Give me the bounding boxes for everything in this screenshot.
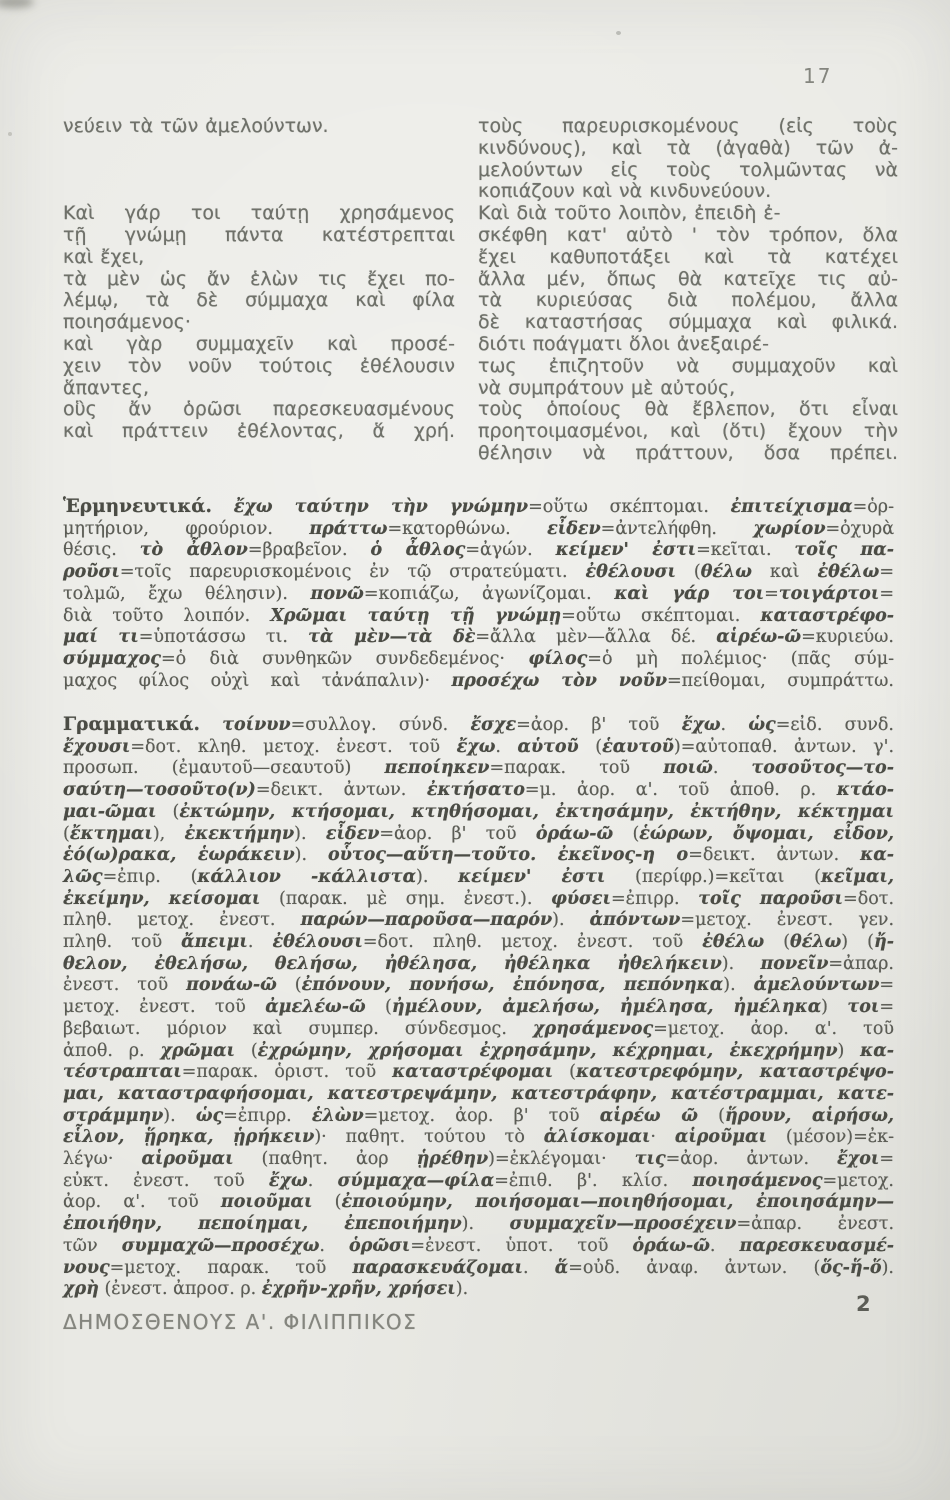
text-line: νὰ συμπράτουν μὲ αὐτούς, [478, 376, 736, 399]
text-line: προητοιμασμένοι, καὶ (ὅτι) ἔχουν τὴν [478, 420, 898, 443]
text-line: πληθ. τοῦ ἄπειμι. ἐθέλουσι=δοτ. πληθ. μετοχ. ἐνεστ. τοῦ ἐθέλω (θέλω) (ἤ- [63, 932, 895, 953]
text-line: κοπιάζουν καὶ νὰ κινδυνεύουν. [478, 180, 772, 203]
text-line: μαί τι=ὑποτάσσω τι. τὰ μὲν—τὰ δὲ=ἄλλα μὲν—ἄλλα δέ. αἱρέω-ῶ=κυριεύω. [63, 627, 894, 648]
text-line: σύμμαχος=ὁ διὰ συνθηκῶν συνδεδεμένος· φίλος=ὁ μὴ πολέμιος· (πᾶς σύμ- [63, 648, 894, 669]
text-line: ἅπαντες, [63, 376, 150, 399]
text-line: οὓς ἄν ὁρῶσι παρεσκευασμένους [63, 398, 455, 421]
text-line: μετοχ. ἐνεστ. τοῦ ἀμελέω-ῶ (ἠμέλουν, ἀμελήσω, ἠμέλησα, ἠμέληκα) τοι= [63, 997, 895, 1018]
text-line: τοὺς ὁποίους θὰ ἔβλεπον, ὅτι εἶναι [478, 398, 898, 421]
text-line: θελον, ἐθελήσω, θελήσω, ἠθέλησα, ἠθέληκα ἠθελήκειν). πονεῖν=ἀπαρ. [63, 953, 894, 974]
text-line: εὐκτ. ἐνεστ. τοῦ ἔχω. σύμμαχα—φίλα=ἐπιθ. β'. κλίσ. ποιησάμενος=μετοχ. [63, 1170, 894, 1191]
section-hermeneutika [63, 496, 894, 692]
text-line [63, 160, 455, 182]
text-line: βεβαιωτ. μόριον καὶ συμπερ. σύνδεσμος. χρησάμενος=μετοχ. ἀορ. α'. τοῦ [63, 1018, 894, 1039]
text-line: μελούντων εἰς τοὺς τολμῶντας νὰ [478, 158, 898, 181]
text-line: διότι ποάγματι ὅλοι ἀνεξαιρέ- [478, 332, 770, 355]
text-line: σαύτη—τοσοῦτο(ν)=δεικτ. ἀντων. ἐκτήσατο=μ. ἀορ. α'. τοῦ ἀποθ. ρ. κτάο- [63, 780, 895, 801]
text-line: νεύειν τὰ τῶν ἀμελούντων. [63, 115, 329, 137]
section-header: Ἑρμηνευτικά. [63, 496, 212, 517]
text-line: ἔχουσι=δοτ. κληθ. μετοχ. ἐνεστ. τοῦ ἔχω. αὑτοῦ (ἑαυτοῦ)=αὐτοπαθ. ἀντων. γ'. [63, 736, 895, 757]
text-line [63, 138, 455, 160]
text-line: στράμμην). ὡς=ἐπιρρ. ἑλὼν=μετοχ. ἀορ. β' τοῦ αἱρέω ῶ (ἥρουν, αἱρήσω, [63, 1105, 895, 1126]
text-line: τῇ γνώμῃ πάντα κατέστρεπται [63, 223, 455, 246]
text-line: ποιησάμενος· [63, 311, 191, 334]
text-line: νους=μετοχ. παρακ. τοῦ παρασκευάζομαι. ἅ=οὐδ. ἀναφ. ἀντων. (ὅς-ἥ-ὅ). [63, 1257, 894, 1278]
text-line: λέμῳ, τὰ δὲ σύμμαχα καὶ φίλα [63, 289, 455, 312]
text-line: ἐνεστ. τοῦ πονάω-ῶ (ἐπόνουν, πονήσω, ἐπόνησα, πεπόνηκα). ἀμελούντων= [63, 975, 895, 996]
text-line: τῶν συμμαχῶ—προσέχω. ὁρῶσι=ἐνεστ. ὑποτ. τοῦ ὁράω-ῶ. παρεσκευασμέ- [63, 1235, 894, 1256]
translation-column [478, 116, 898, 465]
scan-artifact [0, 0, 34, 8]
text-line: θέλησιν νὰ πράττουν, ὅσα πρέπει. [478, 441, 898, 464]
section-header: Γραμματικά. [63, 714, 200, 735]
footer-page-number: 2 [856, 1292, 871, 1316]
page-number: 17 [803, 64, 833, 88]
text-line: θέσις. τὸ ἆθλον=βραβεῖον. ὁ ἆθλος=ἀγών. κείμεν' ἐστι=κεῖται. τοῖς πα- [63, 540, 895, 561]
text-line: τὰ μὲν ὡς ἄν ἑλὼν τις ἔχει πο- [63, 267, 455, 290]
text-line: τοὺς παρευρισκομένους (εἰς τοὺς [478, 115, 898, 137]
text-line: ἄλλα μέν, ὅπως θὰ κατεῖχε τις αὐ- [478, 267, 898, 290]
text-line: Καὶ γάρ τοι ταύτῃ χρησάμενος [63, 202, 455, 225]
text-line: σκέφθη κατ' αὐτὸ ' τὸν τρόπον, ὅλα [478, 223, 898, 246]
text-line: ἐκείμην, κείσομαι (παρακ. μὲ σημ. ἐνεστ.). φύσει=ἐπιρρ. τοῖς παροῦσι=δοτ. [63, 888, 895, 909]
text-line: χρὴ (ἐνεστ. ἀπροσ. ρ. ἐχρῆν-χρῆν, χρήσει). [63, 1279, 469, 1300]
scan-artifact [616, 31, 621, 35]
text-line: μαι-ῶμαι (ἐκτώμην, κτήσομαι, κτηθήσομαι, ἐκτησάμην, ἐκτήθην, κέκτημαι [63, 801, 895, 822]
text-line: εἷλον, ᾕρηκα, ᾑρήκειν)· παθητ. τούτου τὸ ἁλίσκομαι· αἱροῦμαι (μέσον)=ἐκ- [63, 1127, 894, 1148]
text-line: διὰ τοῦτο λοιπόν. Χρῶμαι ταύτῃ τῇ γνώμῃ=οὕτω σκέπτομαι. καταστρέφο- [63, 605, 895, 626]
text-line: τέστραπται=παρακ. ὁριστ. τοῦ καταστρέφομαι (κατεστρεφόμην, καταστρέψο- [63, 1062, 894, 1083]
text-line: λῶς=ἐπιρ. (κάλλιον -κάλλιστα). κείμεν' ἐστι (περίφρ.)=κεῖται (κεῖμαι, [63, 866, 894, 887]
text-line: δὲ καταστήσας σύμμαχα καὶ φιλικά. [478, 311, 898, 334]
text-line: πληθ. μετοχ. ἐνεστ. παρών—παροῦσα—παρόν). ἀπόντων=μετοχ. ἐνεστ. γεν. [63, 910, 895, 931]
footer-title: ΔΗΜΟΣΘΕΝΟΥΣ Α'. ΦΙΛΙΠΠΙΚΟΣ [63, 1310, 418, 1334]
text-line: μαχος φίλος οὐχὶ καὶ τἀνάπαλιν)· προσέχω τὸν νοῦν=πείθομαι, συμπράττω. [63, 670, 894, 691]
text-line: τολμῶ, ἔχω θέλησιν). πονῶ=κοπιάζω, ἀγωνίζομαι. καὶ γάρ τοι=τοιγάρτοι= [63, 583, 894, 604]
text-line: Καὶ διὰ τοῦτο λοιπὸν, ἐπειδὴ ἐ- [478, 202, 781, 225]
text-line: ἔχει καθυποτάξει καὶ τὰ κατέχει [478, 245, 898, 268]
text-line: καὶ ἔχει, [63, 245, 145, 268]
text-line: μητήριον, φρούριον. πράττω=κατορθώνω. εἶδεν=ἀντελήφθη. χωρίον=ὀχυρὰ [63, 518, 895, 539]
text-line: μαι, καταστραφήσομαι, κατεστρεψάμην, κατεστράφην, κατέστραμμαι, κατε- [63, 1083, 894, 1104]
text-line: κινδύνους), καὶ τὰ (ἀγαθὰ) τῶν ἀ- [478, 136, 898, 159]
text-line: καὶ γὰρ συμμαχεῖν καὶ προσέ- [63, 332, 455, 355]
text-line: ἀποθ. ρ. χρῶμαι (ἐχρώμην, χρήσομαι ἐχρησάμην, κέχρημαι, ἐκεχρήμην) κα- [63, 1040, 895, 1061]
text-line: ροῦσι=τοῖς παρευρισκομένοις ἐν τῷ στρατεύματι. ἐθέλουσι (θέλω καὶ ἐθέλω= [63, 562, 894, 583]
text-line: ἐποιήθην, πεποίημαι, ἐπεποιήμην). συμμαχεῖν—προσέχειν=ἀπαρ. ἐνεστ. [63, 1214, 895, 1235]
text-line: (ἔκτημαι), ἐκεκτήμην). εἶδεν=ἀορ. β' τοῦ ὁράω-ῶ (ἑώρων, ὄψομαι, εἶδον, [63, 823, 895, 844]
text-line: χειν τὸν νοῦν τούτοις ἐθέλουσιν [63, 354, 455, 377]
text-line: προσωπ. (ἐμαυτοῦ—σεαυτοῦ) πεποίηκεν=παρακ. τοῦ ποιῶ. τοσοῦτος—το- [63, 758, 894, 779]
text-line: Ἑρμηνευτικά. ἔχω ταύτην τὴν γνώμην=οὕτω σκέπτομαι. ἐπιτείχισμα=ὁρ- [63, 496, 894, 517]
text-line: τως ἐπιζητοῦν νὰ συμμαχοῦν καὶ [478, 354, 898, 377]
text-line: τὰ κυριεύσας διὰ πολέμου, ἄλλα [478, 289, 898, 312]
text-line [63, 181, 455, 203]
text-line: καὶ πράττειν ἐθέλοντας, ἅ χρή. [63, 420, 455, 443]
scan-artifact [8, 132, 12, 136]
text-line: λέγω· αἱροῦμαι (παθητ. ἀορ ᾑρέθην)=ἐκλέγομαι· τις=ἀορ. ἀντων. ἔχοι= [63, 1149, 895, 1170]
section-grammatika [63, 714, 894, 1301]
text-line: ἀορ. α'. τοῦ ποιοῦμαι (ἐποιούμην, ποιήσομαι—ποιηθήσομαι, ἐποιησάμην— [63, 1192, 894, 1213]
text-line: ἑό(ω)ρακα, ἑωράκειν). οὗτος—αὕτη—τοῦτο. ἐκεῖνος-η ο=δεικτ. ἀντων. κα- [63, 845, 894, 866]
text-line: Γραμματικά. τοίνυν=συλλογ. σύνδ. ἔσχε=ἀορ. β' τοῦ ἔχω. ὡς=εἰδ. συνδ. [63, 714, 894, 735]
original-text-column [63, 116, 455, 443]
